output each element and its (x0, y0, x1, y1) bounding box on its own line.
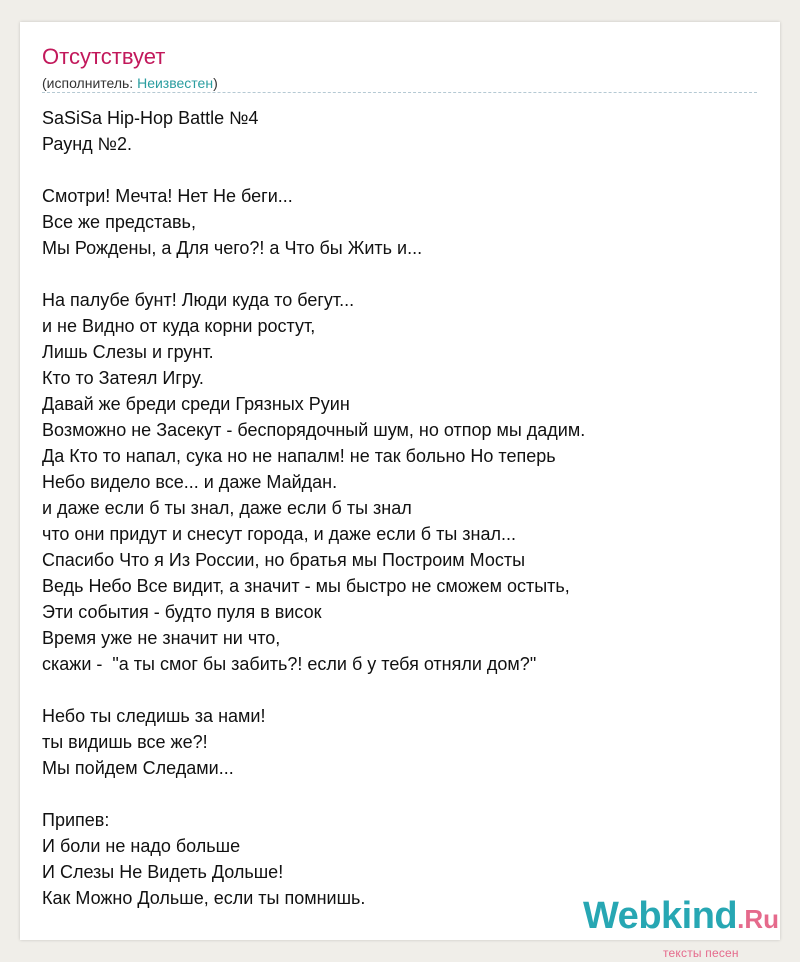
artist-prefix: (исполнитель: (42, 75, 138, 91)
lyric-line: Эти события - будто пуля в висок (42, 602, 322, 622)
song-title: Отсутствует (42, 44, 166, 69)
logo-wordmark (583, 894, 779, 941)
lyric-line (42, 781, 762, 807)
lyric-line (42, 261, 762, 287)
lyric-line: Смотри! Мечта! Нет Не беги... (42, 186, 293, 206)
logo-main-text: Webkind (583, 895, 738, 937)
lyric-line: ты видишь все же?! (42, 732, 208, 752)
lyric-line: Да Кто то напал, сука но не напалм! не так больно Но теперь (42, 446, 556, 466)
lyric-line: и не Видно от куда корни ростут, (42, 316, 316, 336)
lyric-line (42, 157, 762, 183)
lyric-line: Возможно не Засекут - беспорядочный шум, но отпор мы дадим. (42, 420, 586, 440)
lyric-line (42, 677, 762, 703)
lyric-line: Ведь Небо Все видит, а значит - мы быстро не сможем остыть, (42, 576, 570, 596)
lyric-line: Кто то Затеял Игру. (42, 368, 204, 388)
lyric-line: Все же представь, (42, 212, 196, 232)
lyric-line: И боли не надо больше (42, 836, 241, 856)
lyric-line: Давай же бреди среди Грязных Руин (42, 394, 350, 414)
logo-subtitle: тексты песен (663, 946, 739, 960)
artist-suffix: ) (213, 75, 218, 91)
lyrics-text (42, 105, 762, 911)
lyric-line: что они придут и снесут города, и даже если б ты знал... (42, 524, 516, 544)
lyric-line: Припев: (42, 810, 110, 830)
lyric-line: На палубе бунт! Люди куда то бегут... (42, 290, 355, 310)
webkind-logo[interactable] (583, 894, 783, 960)
lyric-line: Лишь Слезы и грунт. (42, 342, 214, 362)
lyric-line: Мы пойдем Следами... (42, 758, 234, 778)
lyric-line: Время уже не значит ни что, (42, 628, 281, 648)
lyric-line: скажи - "а ты смог бы забить?! если б у тебя отняли дом?" (42, 654, 537, 674)
lyric-line: Спасибо Что я Из России, но братья мы Построим Мосты (42, 550, 526, 570)
lyric-line: Как Можно Дольше, если ты помнишь. (42, 888, 366, 908)
logo-tld: .Ru (737, 904, 780, 934)
lyric-line: Небо ты следишь за нами! (42, 706, 266, 726)
lyrics-card (20, 22, 780, 960)
lyric-line: И Слезы Не Видеть Дольше! (42, 862, 284, 882)
lyric-line: и даже если б ты знал, даже если б ты знал (42, 498, 412, 518)
lyric-line: SaSiSa Hip-Hop Battle №4 (42, 108, 259, 128)
artist-link[interactable]: Неизвестен (137, 75, 214, 91)
lyric-line: Раунд №2. (42, 134, 132, 154)
lyric-line: Мы Рождены, а Для чего?! а Что бы Жить и... (42, 238, 423, 258)
artist-line (42, 74, 218, 92)
lyric-line: Небо видело все... и даже Майдан. (42, 472, 338, 492)
divider (42, 92, 757, 93)
